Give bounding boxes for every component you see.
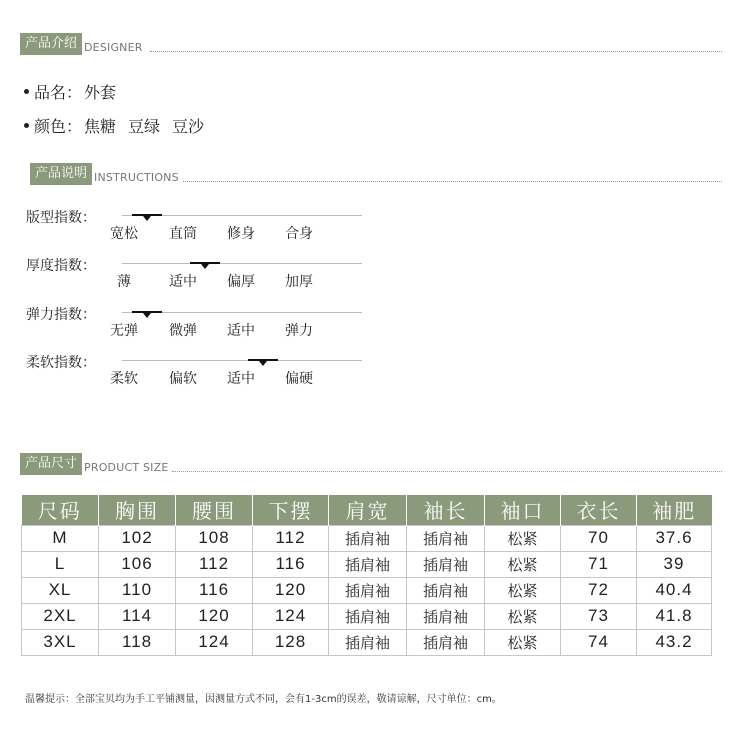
table-cell: 插肩袖 [407, 603, 485, 629]
table-cell: 40.4 [637, 577, 712, 603]
section-tag: 产品介绍 [20, 33, 82, 55]
table-cell: 120 [253, 577, 329, 603]
table-cell: 插肩袖 [407, 577, 485, 603]
table-cell: 120 [176, 603, 253, 629]
color-option: 焦糖 [84, 117, 117, 136]
table-cell: 128 [253, 629, 329, 655]
table-cell: 插肩袖 [407, 551, 485, 577]
table-cell: 114 [99, 603, 176, 629]
table-header-cell: 袖长 [407, 495, 485, 525]
table-cell: 37.6 [637, 525, 712, 551]
index-track [122, 215, 362, 216]
index-option: 偏软 [169, 371, 197, 387]
name-value: 外套 [84, 83, 117, 102]
section-header-intro [20, 31, 143, 55]
table-cell: 39 [637, 551, 712, 577]
name-label: 品名： [34, 83, 83, 102]
index-row [26, 207, 346, 247]
table-cell: 70 [561, 525, 637, 551]
table-cell: 112 [253, 525, 329, 551]
section-subtitle: PRODUCT SIZE [84, 461, 169, 474]
table-cell: 72 [561, 577, 637, 603]
section-subtitle: INSTRUCTIONS [94, 171, 179, 184]
index-option: 无弹 [110, 323, 138, 339]
table-cell: 松紧 [485, 551, 561, 577]
index-option: 适中 [227, 371, 255, 387]
index-marker-icon [132, 311, 162, 313]
table-cell: L [22, 551, 99, 577]
bullet-icon [24, 123, 29, 128]
table-cell: 2XL [22, 603, 99, 629]
index-marker-icon [132, 214, 162, 216]
index-option: 合身 [285, 226, 313, 242]
table-cell: 41.8 [637, 603, 712, 629]
table-row [22, 603, 712, 629]
measurement-note: 温馨提示：全部宝贝均为手工平铺测量，因测量方式不同，会有1-3cm的误差，敬请谅解，尺寸单位：cm。 [25, 694, 502, 705]
index-option: 偏硬 [285, 371, 313, 387]
table-cell: 73 [561, 603, 637, 629]
index-track [122, 312, 362, 313]
table-cell: 112 [176, 551, 253, 577]
table-cell: 插肩袖 [329, 603, 407, 629]
index-option: 弹力 [285, 323, 313, 339]
table-cell: 118 [99, 629, 176, 655]
index-option: 适中 [227, 323, 255, 339]
divider [150, 51, 722, 52]
index-option: 偏厚 [227, 274, 255, 290]
table-header-cell: 袖肥 [637, 495, 712, 525]
table-cell: 116 [253, 551, 329, 577]
index-label: 厚度指数： [26, 258, 96, 274]
section-tag: 产品说明 [30, 163, 92, 185]
index-option: 适中 [169, 274, 197, 290]
color-option: 豆绿 [128, 117, 161, 136]
color-label: 颜色： [34, 117, 83, 136]
table-row [22, 577, 712, 603]
table-cell: 74 [561, 629, 637, 655]
index-option: 宽松 [110, 226, 138, 242]
table-cell: 松紧 [485, 629, 561, 655]
table-cell: 43.2 [637, 629, 712, 655]
table-cell: 插肩袖 [329, 629, 407, 655]
index-track [122, 263, 362, 264]
color-option: 豆沙 [172, 117, 205, 136]
index-marker-icon [248, 359, 278, 361]
section-header-instructions [30, 161, 179, 185]
table-cell: 松紧 [485, 577, 561, 603]
table-header-cell: 胸围 [99, 495, 176, 525]
table-cell: 124 [176, 629, 253, 655]
index-row [26, 255, 346, 295]
index-label: 柔软指数： [26, 355, 96, 371]
table-cell: 插肩袖 [329, 551, 407, 577]
table-header-cell: 腰围 [176, 495, 253, 525]
table-cell: 110 [99, 577, 176, 603]
table-cell: 插肩袖 [407, 525, 485, 551]
bullet-icon [24, 89, 29, 94]
table-cell: 3XL [22, 629, 99, 655]
table-cell: 插肩袖 [329, 577, 407, 603]
table-header-cell: 下摆 [253, 495, 329, 525]
section-subtitle: DESIGNER [84, 41, 143, 54]
table-row [22, 629, 712, 655]
table-cell: 松紧 [485, 603, 561, 629]
index-row [26, 304, 346, 344]
index-option: 修身 [227, 226, 255, 242]
table-cell: 插肩袖 [407, 629, 485, 655]
table-header-cell: 衣长 [561, 495, 637, 525]
table-cell: XL [22, 577, 99, 603]
product-colors [24, 114, 216, 137]
index-label: 弹力指数： [26, 307, 96, 323]
divider [183, 181, 722, 182]
index-row [26, 352, 346, 392]
index-option: 加厚 [285, 274, 313, 290]
divider [172, 471, 722, 472]
product-name [24, 80, 116, 103]
table-row [22, 525, 712, 551]
index-label: 版型指数： [26, 210, 96, 226]
table-cell: 102 [99, 525, 176, 551]
table-cell: 松紧 [485, 525, 561, 551]
table-header-cell: 袖口 [485, 495, 561, 525]
table-header-cell: 肩宽 [329, 495, 407, 525]
table-header-row [22, 495, 712, 525]
table-header-cell: 尺码 [22, 495, 99, 525]
table-cell: M [22, 525, 99, 551]
table-row [22, 551, 712, 577]
table-cell: 插肩袖 [329, 525, 407, 551]
section-header-size [20, 451, 168, 475]
table-cell: 71 [561, 551, 637, 577]
index-option: 直筒 [169, 226, 197, 242]
section-tag: 产品尺寸 [20, 453, 82, 475]
index-track [122, 360, 362, 361]
table-cell: 124 [253, 603, 329, 629]
table-cell: 108 [176, 525, 253, 551]
index-option: 微弹 [169, 323, 197, 339]
table-cell: 116 [176, 577, 253, 603]
index-option: 薄 [117, 274, 131, 290]
table-cell: 106 [99, 551, 176, 577]
index-marker-icon [190, 262, 220, 264]
index-option: 柔软 [110, 371, 138, 387]
size-table [21, 495, 712, 656]
